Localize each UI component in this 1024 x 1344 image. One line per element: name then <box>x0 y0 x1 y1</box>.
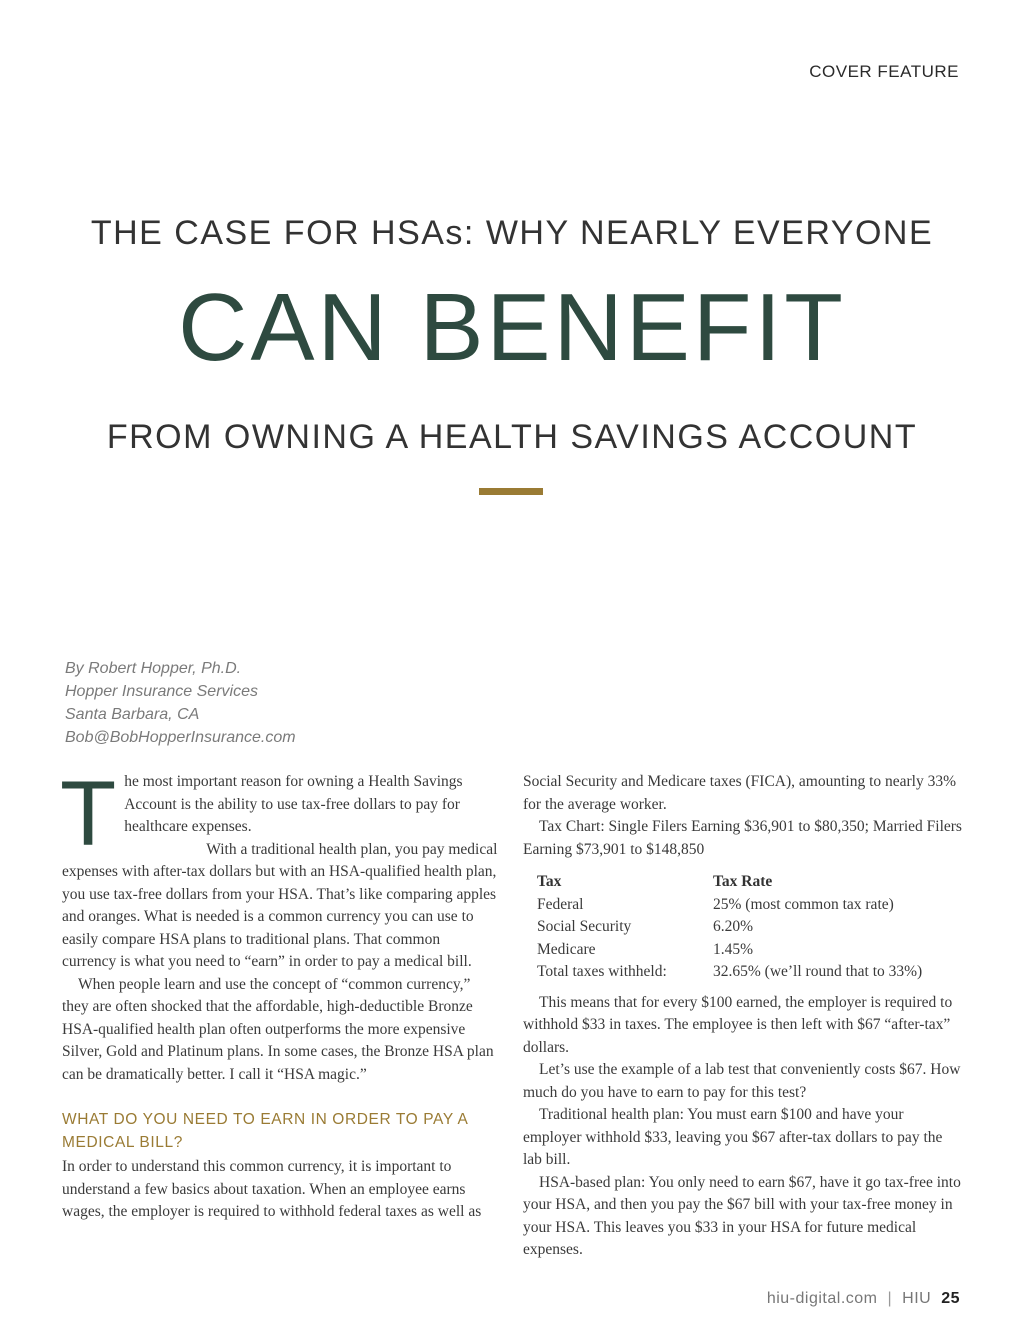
table-cell: Federal <box>537 895 584 913</box>
section-subhead: WHAT DO YOU NEED TO EARN IN ORDER TO PAY A MEDICAL BILL? <box>62 1111 468 1151</box>
byline-email: Bob@BobHopperInsurance.com <box>65 729 296 746</box>
table-cell: 25% (most common tax rate) <box>713 895 894 913</box>
table-header: Tax Rate <box>713 873 773 890</box>
accent-rule <box>479 488 543 495</box>
byline-author: By Robert Hopper, Ph.D. <box>65 660 242 677</box>
table-row <box>537 939 922 962</box>
footer-brand: HIU <box>902 1290 932 1307</box>
headline-main: CAN BENEFIT <box>178 274 846 381</box>
table-cell: Medicare <box>537 940 596 958</box>
paragraph: Tax Chart: Single Filers Earning $36,901 to $80,350; Married Filers Earning $73,901 to $148,850 <box>523 818 962 858</box>
paragraph: Let’s use the example of a lab test that conveniently costs $67. How much do you have to earn to pay for this test? <box>523 1061 961 1101</box>
paragraph: This means that for every $100 earned, the employer is required to withhold $33 in taxes. The employee is then left with $67 “after-tax” dollars. <box>523 993 953 1056</box>
table-cell: 32.65% (we’ll round that to 33%) <box>713 963 923 980</box>
paragraph: Traditional health plan: You must earn $100 and have your employer withhold $33, leaving you $67 after-tax dollars to pay the lab bill. <box>523 1106 943 1168</box>
footer-site-link[interactable]: hiu-digital.com <box>766 1290 878 1307</box>
article-column-right <box>523 771 963 1262</box>
paragraph: In order to understand this common currency, it is important to understand a few basics about taxation. When an employee earns wages, the employer is required to withhold federal taxes as well as <box>62 1158 482 1220</box>
page-footer <box>767 1290 960 1308</box>
table-header: Tax <box>537 873 562 890</box>
table-row <box>537 916 922 939</box>
article-column-left <box>60 763 498 1224</box>
paragraph: When people learn and use the concept of “common currency,” they are often shocked that the affordable, high-deductible Bronze HSA-qualified health plan often outperforms the more expensive Silver, Gold and Platinum plans. In some cases, the Bronze HSA plan can be dramatically better. I call it “HSA magic.” <box>62 975 494 1083</box>
table-cell: 1.45% <box>713 940 754 958</box>
paragraph: With a traditional health plan, you pay medical expenses with after-tax dollars but with an HSA-qualified health plan, you use tax-free dollars from your HSA. That’s like comparing apples and oranges. What is needed is a common currency you can use to easily compare HSA plans to traditional plans. That common currency is what you need to “earn” in order to pay a medical bill. <box>62 840 498 970</box>
footer-separator: | <box>887 1290 893 1307</box>
paragraph: Social Security and Medicare taxes (FICA), amounting to nearly 33% for the average worker. <box>523 773 957 813</box>
paragraph: HSA-based plan: You only need to earn $67, have it go tax-free into your HSA, and then you pay the $67 bill with your tax-free money in your HSA. This leaves you $33 in your HSA for future medical expenses. <box>523 1173 961 1258</box>
byline-company: Hopper Insurance Services <box>65 683 258 700</box>
table-cell: Social Security <box>537 918 632 935</box>
drop-cap: T <box>60 763 117 865</box>
table-row <box>537 894 922 917</box>
paragraph-text: he most important reason for owning a Health Savings Account is the ability to use tax-free dollars to pay for healthcare expenses. <box>124 773 463 835</box>
paragraph <box>60 763 498 865</box>
headline-bottom: FROM OWNING A HEALTH SAVINGS ACCOUNT <box>106 418 918 456</box>
byline-location: Santa Barbara, CA <box>65 706 200 723</box>
headline-top: THE CASE FOR HSAs: WHY NEARLY EVERYONE <box>90 214 934 252</box>
table-cell: 6.20% <box>713 918 754 935</box>
table-header-row <box>537 871 922 894</box>
byline <box>65 657 296 749</box>
tax-table <box>537 871 922 984</box>
table-cell: Total taxes withheld: <box>537 963 667 980</box>
page-number: 25 <box>941 1290 960 1307</box>
table-row <box>537 961 922 984</box>
section-label: COVER FEATURE <box>809 62 959 81</box>
